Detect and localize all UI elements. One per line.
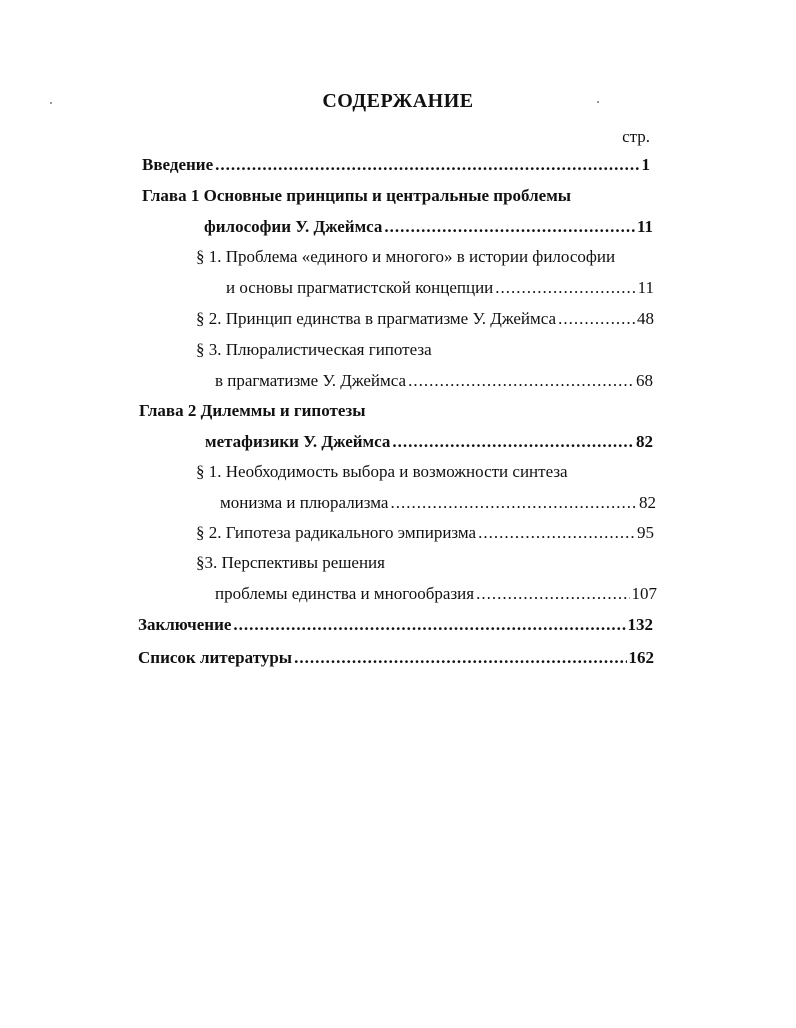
toc-entry-page: 132 [627,615,653,634]
toc-entry-page: 82 [636,432,653,451]
toc-chapter-2 [205,431,653,453]
toc-entry-page: 11 [636,217,653,236]
toc-leader-dots [495,277,635,299]
toc-chapter-1 [204,216,653,238]
toc-entry-page: 162 [628,648,654,667]
toc-entry-page: 11 [637,278,654,297]
toc-section-1-3 [215,370,653,392]
toc-leader-dots [476,583,629,605]
toc-section-1-2 [196,308,654,330]
toc-entry-page: 48 [637,309,654,328]
toc-leader-dots [215,154,639,176]
toc-section-2-2 [196,522,654,544]
toc-leader-dots [233,614,625,636]
toc-entry-label: Список литературы [138,648,293,667]
toc-entry-page: 68 [636,371,653,390]
toc-entry-label: § 2. Принцип единства в прагматизме У. Джеймса [196,309,557,328]
toc-leader-dots [408,370,634,392]
toc-entry-label: § 2. Гипотеза радикального эмпиризма [196,523,477,542]
page-column-label: стр. [622,127,650,146]
toc-entry-page: 82 [639,493,656,512]
toc-leader-dots [384,216,635,238]
toc-section-2-1 [220,492,656,514]
toc-section-2-3 [215,583,657,605]
toc-entry-label: монизма и плюрализма [220,493,389,512]
toc-entry-label: и основы прагматистской концепции [226,278,494,297]
toc-leader-dots [558,308,635,330]
toc-entry-page: 107 [631,584,657,603]
toc-entry-label: в прагматизме У. Джеймса [215,371,407,390]
toc-entry-conclusion [138,614,653,636]
toc-section-1-3-heading: § 3. Плюралистическая гипотеза [196,340,432,359]
toc-entry-label: метафизики У. Джеймса [205,432,391,451]
toc-entry-introduction [142,154,650,176]
toc-entry-label: проблемы единства и многообразия [215,584,475,603]
toc-leader-dots [392,431,634,453]
toc-section-1-1 [226,277,654,299]
toc-leader-dots [294,647,626,669]
toc-entry-label: Введение [142,155,214,174]
toc-entry-label: Заключение [138,615,232,634]
toc-leader-dots [478,522,635,544]
toc-entry-label: философии У. Джеймса [204,217,383,236]
toc-chapter-2-heading: Глава 2 Дилеммы и гипотезы [139,401,366,420]
toc-entry-page: 95 [637,523,654,542]
toc-chapter-1-heading: Глава 1 Основные принципы и центральные проблемы [142,186,572,205]
toc-leader-dots [390,492,637,514]
toc-section-2-1-heading: § 1. Необходимость выбора и возможности синтеза [196,462,568,481]
page-title: СОДЕРЖАНИЕ [322,90,474,112]
toc-section-1-1-heading: § 1. Проблема «единого и многого» в истории философии [196,247,616,266]
toc-section-2-3-heading: §3. Перспективы решения [196,553,385,572]
toc-entry-page: 1 [641,155,650,174]
toc-entry-bibliography [138,647,654,669]
